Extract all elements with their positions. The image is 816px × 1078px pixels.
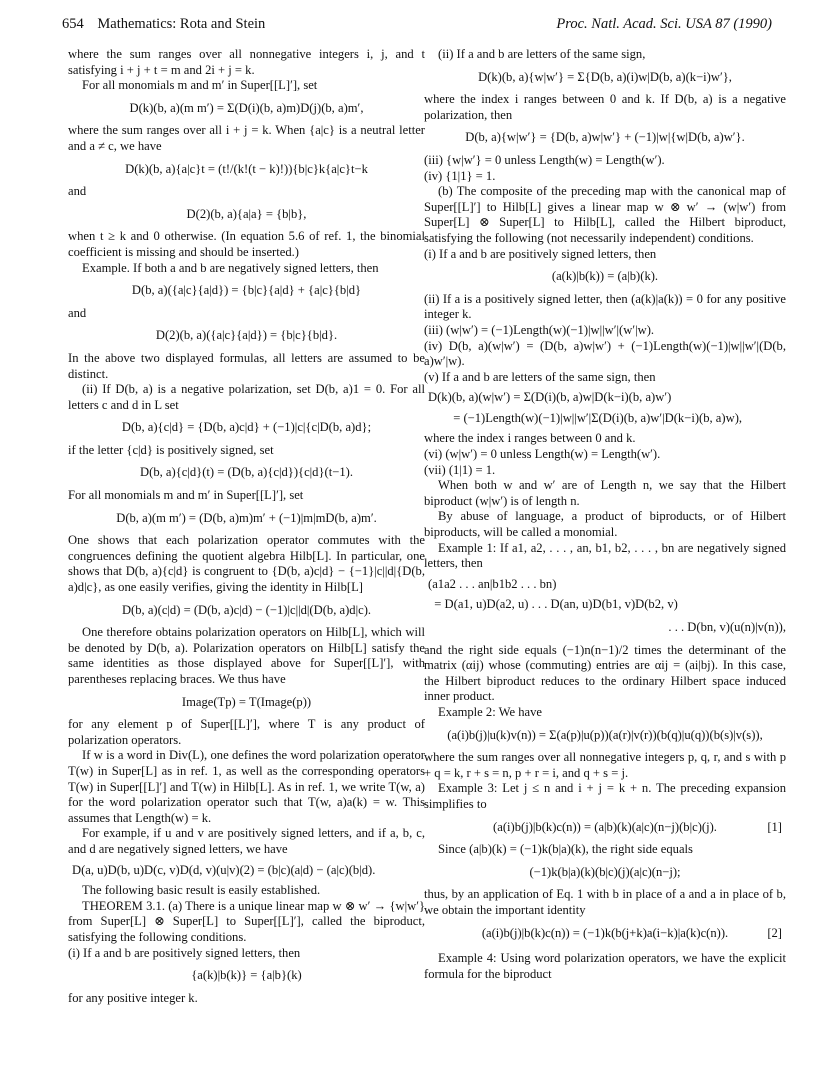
paragraph: For all monomials m and m′ in Super[[L]′], set xyxy=(68,488,304,503)
display-equation: D(2)(b, a)({a|c}{a|d}) = {b|c}{b|d}. xyxy=(155,328,338,343)
paragraph: (i) If a and b are positively signed letters, then xyxy=(68,945,301,960)
paragraph: One therefore obtains polarization operators on Hilb[L], which will be denoted by D(b, a). Polarization operators on Hilb[L] satisfy the same identities as those displayed above for Super[[L]′], with parentheses replacing braces. We thus have xyxy=(68,625,425,686)
equation-body: (a(i)b(j)|b(k)c(n)) = (−1)k(b(j+k)a(i−k)|a(k)c(n)). xyxy=(481,925,729,940)
paragraph: where the index i ranges between 0 and k. xyxy=(424,431,636,446)
display-equation: D(b, a){w|w′} = {D(b, a)w|w′} + (−1)|w|{w|D(b, a)w′}. xyxy=(465,130,745,145)
paragraph: The following basic result is easily established. xyxy=(82,883,321,898)
paragraph: when t ≥ k and 0 otherwise. (In equation 5.6 of ref. 1, the binomial coefficient is missing and should be inserted.) xyxy=(68,229,425,259)
display-equation: D(k)(b, a){w|w′} = Σ{D(b, a)(i)w|D(b, a)(k−i)w′}, xyxy=(478,69,732,84)
paragraph: One shows that each polarization operator commutes with the congruences defining the quotient algebra Hilb[L]. In particular, one shows that D(b, a){c|d} is congruent to {D(b, a)c|d} − {−1}|c||d|{D(b, a)d|c}, as one easily verifies, giving the identity in Hilb[L] xyxy=(68,533,425,595)
display-equation: D(k)(b, a)(m m′) = Σ(D(i)(b, a)m)D(j)(b, a)m′, xyxy=(129,100,364,115)
paragraph: For all monomials m and m′ in Super[[L]′], set xyxy=(82,78,318,93)
right-column xyxy=(424,47,786,982)
paragraph: (vi) (w|w′) = 0 unless Length(w) = Length(w′). xyxy=(424,447,661,462)
display-equation: D(a, u)D(b, u)D(c, v)D(d, v)(u|v)(2) = (b|c)(a|d) − (a|c)(b|d). xyxy=(72,862,376,877)
paragraph: Example 3: Let j ≤ n and i + j = k + n. The preceding expansion simplifies to xyxy=(424,781,786,811)
display-equation: D(k)(b, a){a|c}t = (t!/(k!(t − k)!)){b|c}k{a|c}t−k xyxy=(125,161,368,176)
paragraph: (b) The composite of the preceding map with the canonical map of Super[[L]′] to Hilb[L] gives a linear map w ⊗ w′ → (w|w′) from Super[L] ⊗ Super[L] to Hilb[L], called the Hilbert biproduct, satisfying the following (not necessarily independent) conditions. xyxy=(424,184,786,245)
paragraph: For example, if u and v are positively signed letters, and if a, b, c, and d are negatively signed letters, we have xyxy=(68,826,425,856)
paragraph: and xyxy=(68,305,87,320)
paragraph: If w is a word in Div(L), one defines the word polarization operator T(w) in Super[L] as in ref. 1, as well as the corresponding operators T(w) in Super[[L]′] and T(w) in Hilb[L]. As in ref. 1, we write T(w, a) for the word polarization operator such that T(w, a)a(k) = w. This assumes that Length(w) = k. xyxy=(68,748,425,825)
paragraph: When both w and w′ are of Length n, we say that the Hilbert biproduct (w|w′) is of length n. xyxy=(424,478,786,508)
display-equation: (a1a2 . . . an|b1b2 . . . bn) xyxy=(428,576,557,591)
display-equation: = D(a1, u)D(a2, u) . . . D(an, u)D(b1, v)D(b2, v) xyxy=(428,597,678,612)
numbered-equation xyxy=(424,820,786,836)
paragraph: (i) If a and b are positively signed letters, then xyxy=(424,246,657,261)
paragraph: (iii) (w|w′) = (−1)Length(w)(−1)|w||w′|(w′|w). xyxy=(424,322,655,337)
paragraph: and the right side equals (−1)n(n−1)/2 times the determinant of the matrix (αij) whose (commuting) entries are αij = (ai|bj). In this case, the Hilbert biproduct reduces to the ordinary Hilbert space induced inner product. xyxy=(424,642,786,704)
display-equation: D(b, a)(m m′) = (D(b, a)m)m′ + (−1)|m|mD(b, a)m′. xyxy=(116,510,377,525)
paragraph: (ii) If a is a positively signed letter, then (a(k)|a(k)) = 0 for any positive integer k. xyxy=(424,291,786,322)
paragraph: for any positive integer k. xyxy=(68,990,198,1005)
paragraph: Since (a|b)(k) = (−1)k(b|a)(k), the right side equals xyxy=(438,842,693,857)
paragraph: thus, by an application of Eq. 1 with b in place of a and a in place of b, we obtain the important identity xyxy=(424,887,786,917)
section-title: Mathematics: Rota and Stein xyxy=(97,16,266,32)
display-equation: D(b, a)(c|d) = (D(b, a)c|d) − (−1)|c||d|(D(b, a)d|c). xyxy=(121,602,372,617)
paragraph: (v) If a and b are letters of the same sign, then xyxy=(424,369,656,384)
display-equation: D(b, a){c|d}(t) = (D(b, a){c|d}){c|d}(t−1). xyxy=(140,465,353,480)
paragraph: Example. If both a and b are negatively signed letters, then xyxy=(82,260,379,275)
paragraph: THEOREM 3.1. (a) There is a unique linear map w ⊗ w′ → {w|w′} from Super[L] ⊗ Super[L] to Super[[L]′], called the biproduct, satisfying the following conditions. xyxy=(68,898,425,944)
paragraph: (vii) (1|1) = 1. xyxy=(424,462,496,477)
display-equation: Image(Tp) = T(Image(p)) xyxy=(181,694,312,709)
page-number: 654 xyxy=(62,16,84,32)
paragraph: Example 1: If a1, a2, . . . , an, b1, b2, . . . , bn are negatively signed letters, then xyxy=(424,540,786,571)
paragraph: (ii) If D(b, a) is a negative polarization, set D(b, a)1 = 0. For all letters c and d in L set xyxy=(68,382,425,412)
display-equation: = (−1)Length(w)(−1)|w||w′|Σ(D(i)(b, a)w′|D(k−i)(b, a)w), xyxy=(428,410,743,425)
display-equation: D(k)(b, a)(w|w′) = Σ(D(i)(b, a)w|D(k−i)(b, a)w′) xyxy=(428,390,672,405)
display-equation: {a(k)|b(k)} = {a|b}(k) xyxy=(191,968,302,983)
equation-body: (a(i)b(j)|b(k)c(n)) = (a|b)(k)(a|c)(n−j)(b|c)(j). xyxy=(493,819,717,834)
display-equation: (a(i)b(j)|u(k)v(n)) = Σ(a(p)|u(p))(a(r)|v(r))(b(q)|u(q))(b(s)|v(s)), xyxy=(447,727,763,742)
paragraph: (iv) {1|1} = 1. xyxy=(424,168,496,183)
paragraph: if the letter {c|d} is positively signed, set xyxy=(68,442,274,457)
left-column xyxy=(68,47,425,1006)
paragraph: (ii) If a and b are letters of the same sign, xyxy=(438,47,646,61)
paragraph: and xyxy=(68,184,87,199)
paragraph: In the above two displayed formulas, all letters are assumed to be distinct. xyxy=(68,350,425,381)
display-equation: D(b, a)({a|c}{a|d}) = {b|c}{a|d} + {a|c}{b|d} xyxy=(131,283,362,298)
journal-citation: Proc. Natl. Acad. Sci. USA 87 (1990) xyxy=(556,16,772,32)
equation-number: [2] xyxy=(767,925,782,940)
paragraph: (iv) D(b, a)(w|w′) = (D(b, a)w|w′) + (−1)Length(w)(−1)|w||w′|(D(b, a)w′|w). xyxy=(424,338,786,369)
numbered-equation xyxy=(424,926,786,942)
paragraph: Example 2: We have xyxy=(438,704,543,719)
display-equation: (−1)k(b|a)(k)(b|c)(j)(a|c)(n−j); xyxy=(529,864,681,879)
paragraph: (iii) {w|w′} = 0 unless Length(w) = Length(w′). xyxy=(424,152,665,167)
equation-number: [1] xyxy=(767,819,782,834)
paragraph: By abuse of language, a product of biproducts, or of Hilbert biproducts, will be called a monomial. xyxy=(424,509,786,540)
display-equation: D(2)(b, a){a|a} = {b|b}, xyxy=(186,206,307,221)
paragraph: where the sum ranges over all i + j = k. When {a|c} is a neutral letter and a ≠ c, we have xyxy=(68,123,425,153)
display-equation: D(b, a){c|d} = {D(b, a)c|d} + (−1)|c|{c|D(b, a)d}; xyxy=(121,420,372,435)
paragraph: Example 4: Using word polarization operators, we have the explicit formula for the biproduct xyxy=(424,951,786,981)
paragraph: where the index i ranges between 0 and k. If D(b, a) is a negative polarization, then xyxy=(424,92,786,122)
running-header-left xyxy=(62,16,265,33)
paragraph: where the sum ranges over all nonnegative integers i, j, and t satisfying i + j + t = m and 2i + j = k. xyxy=(68,47,425,77)
paragraph: where the sum ranges over all nonnegative integers p, q, r, and s with p + q = k, r + s = n, p + r = i, and q + s = j. xyxy=(424,750,786,780)
paragraph: for any element p of Super[[L]′], where T is any product of polarization operators. xyxy=(68,717,425,747)
display-equation: (a(k)|b(k)) = (a|b)(k). xyxy=(551,269,659,284)
display-equation: . . . D(bn, v)(u(n)|v(n)), xyxy=(668,620,786,634)
